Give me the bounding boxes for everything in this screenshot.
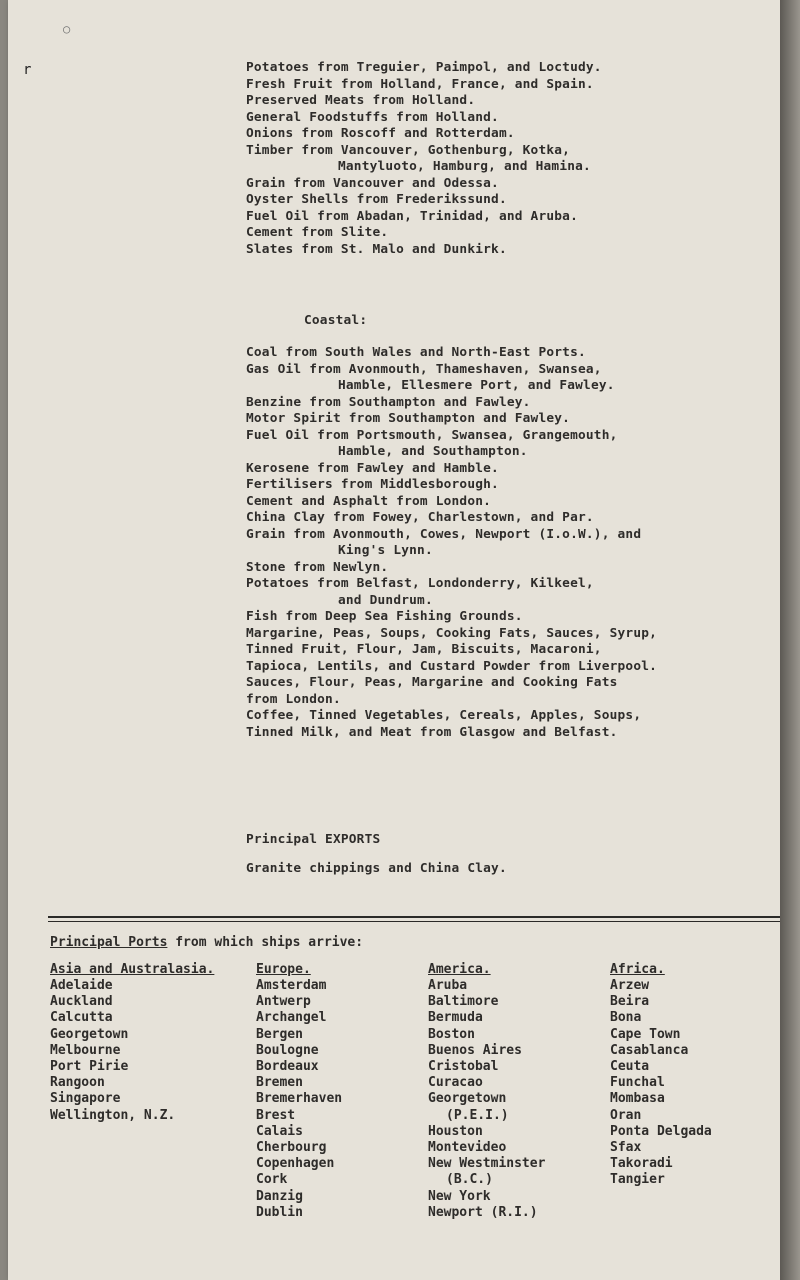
imports-inland-list [246, 60, 776, 258]
coastal-line: King's Lynn. [338, 543, 433, 558]
port-item: Antwerp [256, 994, 311, 1010]
coastal-line: Stone from Newlyn. [246, 559, 389, 575]
port-item: Ponta Delgada [610, 1123, 712, 1139]
port-item: Georgetown [428, 1091, 507, 1107]
port-item: Boulogne [256, 1042, 319, 1058]
port-item: Bona [610, 1010, 642, 1026]
import-line: Mantyluoto, Hamburg, and Hamina. [338, 159, 591, 174]
import-line: Potatoes from Treguier, Paimpol, and Loctudy. [246, 60, 602, 75]
coastal-heading: Coastal: [304, 313, 368, 328]
ports-heading-underlined: Principal Ports [50, 935, 168, 950]
port-item: Sfax [610, 1140, 642, 1156]
coastal-line: Motor Spirit from Southampton and Fawley. [246, 411, 571, 426]
coastal-line: Kerosene from Fawley and Hamble. [246, 460, 499, 476]
port-item: (B.C.) [446, 1172, 493, 1188]
import-line: Oyster Shells from Frederikssund. [246, 192, 507, 207]
coastal-line: Fertilisers from Middlesborough. [246, 477, 499, 492]
port-item: Baltimore [428, 994, 499, 1010]
divider [48, 916, 784, 918]
port-item: Wellington, N.Z. [50, 1107, 176, 1123]
coastal-line: Fish from Deep Sea Fishing Grounds. [246, 609, 523, 624]
port-item: Cork [256, 1172, 288, 1188]
coastal-line: and Dundrum. [338, 592, 433, 608]
ports-heading [50, 935, 363, 950]
coastal-line: China Clay from Fowey, Charlestown, and Par. [246, 510, 594, 525]
import-line: General Foodstuffs from Holland. [246, 109, 499, 125]
coastal-line: Sauces, Flour, Peas, Margarine and Cooking Fats [246, 675, 618, 690]
port-item: Boston [428, 1026, 475, 1042]
ports-heading-rest: from which ships arrive: [167, 935, 364, 950]
port-item: Bermuda [428, 1010, 483, 1026]
port-item: Copenhagen [256, 1156, 335, 1172]
port-item: Melbourne [50, 1042, 121, 1058]
import-line: Fresh Fruit from Holland, France, and Spain. [246, 76, 594, 92]
port-item: Singapore [50, 1091, 121, 1107]
margin-mark: r [23, 62, 32, 78]
port-item: Funchal [610, 1075, 665, 1091]
port-item: Casablanca [610, 1042, 689, 1058]
port-item: Ceuta [610, 1059, 650, 1075]
margin-mark: ○ [63, 22, 71, 36]
port-item: Bremerhaven [256, 1091, 343, 1107]
port-item: Curacao [428, 1075, 483, 1091]
port-item: Port Pirie [50, 1059, 129, 1075]
ports-column-america [428, 961, 545, 1221]
port-item: Adelaide [50, 978, 113, 993]
port-item: Brest [256, 1107, 296, 1123]
port-item: Bremen [256, 1075, 303, 1091]
port-item: Beira [610, 994, 650, 1010]
port-item: New Westminster [428, 1156, 546, 1172]
column-heading: Africa. [610, 962, 665, 977]
port-item: Dublin [256, 1204, 303, 1220]
port-item: Arzew [610, 978, 650, 993]
import-line: Grain from Vancouver and Odessa. [246, 175, 499, 191]
ports-column-europe [256, 961, 342, 1221]
document-page [8, 0, 780, 1280]
port-item: Cherbourg [256, 1140, 327, 1156]
port-item: Houston [428, 1123, 483, 1139]
binding-edge [780, 0, 800, 1280]
ports-column-africa [610, 961, 712, 1189]
import-line: Timber from Vancouver, Gothenburg, Kotka, [246, 142, 571, 158]
coastal-line: Cement and Asphalt from London. [246, 493, 492, 509]
port-item: Calais [256, 1123, 303, 1139]
divider [48, 921, 784, 922]
coastal-line: Benzine from Southampton and Fawley. [246, 394, 531, 410]
coastal-line: Tinned Fruit, Flour, Jam, Biscuits, Macaroni, [246, 642, 602, 657]
port-item: Bergen [256, 1026, 303, 1042]
exports-heading: Principal EXPORTS [246, 832, 381, 847]
port-item: Newport (R.I.) [428, 1204, 538, 1220]
port-item: (P.E.I.) [446, 1107, 509, 1123]
coastal-line: Hamble, and Southampton. [338, 444, 528, 459]
port-item: Bordeaux [256, 1059, 319, 1075]
port-item: Mombasa [610, 1091, 665, 1107]
port-item: Amsterdam [256, 978, 327, 993]
coastal-section [246, 313, 776, 330]
port-item: New York [428, 1188, 491, 1204]
port-item: Calcutta [50, 1010, 113, 1026]
coastal-line: Margarine, Peas, Soups, Cooking Fats, Sauces, Syrup, [246, 625, 658, 641]
coastal-line: Coal from South Wales and North-East Ports. [246, 345, 586, 360]
port-item: Montevideo [428, 1140, 507, 1156]
exports-section [246, 832, 776, 877]
coastal-line: Tinned Milk, and Meat from Glasgow and Belfast. [246, 724, 618, 740]
column-heading: Asia and Australasia. [50, 962, 215, 977]
port-item: Danzig [256, 1188, 303, 1204]
port-item: Cristobal [428, 1059, 499, 1075]
coastal-line: from London. [246, 691, 341, 707]
column-heading: America. [428, 962, 491, 977]
import-line: Slates from St. Malo and Dunkirk. [246, 241, 507, 257]
port-item: Cape Town [610, 1026, 681, 1042]
import-line: Preserved Meats from Holland. [246, 93, 476, 108]
port-item: Oran [610, 1107, 642, 1123]
coastal-line: Gas Oil from Avonmouth, Thameshaven, Swansea, [246, 361, 602, 377]
coastal-line: Fuel Oil from Portsmouth, Swansea, Grangemouth, [246, 427, 618, 443]
coastal-line: Coffee, Tinned Vegetables, Cereals, Apples, Soups, [246, 708, 642, 723]
port-item: Auckland [50, 994, 113, 1010]
ports-column-asia [50, 961, 214, 1124]
coastal-list [246, 345, 776, 741]
port-item: Georgetown [50, 1026, 129, 1042]
import-line: Cement from Slite. [246, 225, 389, 240]
port-item: Archangel [256, 1010, 327, 1026]
port-item: Tangier [610, 1172, 665, 1188]
coastal-line: Tapioca, Lentils, and Custard Powder from Liverpool. [246, 658, 658, 674]
port-item: Buenos Aires [428, 1042, 522, 1058]
coastal-line: Grain from Avonmouth, Cowes, Newport (I.o.W.), and [246, 526, 642, 542]
coastal-line: Potatoes from Belfast, Londonderry, Kilkeel, [246, 576, 594, 591]
port-item: Rangoon [50, 1075, 105, 1091]
port-item: Aruba [428, 978, 468, 993]
import-line: Fuel Oil from Abadan, Trinidad, and Aruba. [246, 208, 578, 224]
column-heading: Europe. [256, 962, 311, 977]
port-item: Takoradi [610, 1156, 673, 1172]
coastal-line: Hamble, Ellesmere Port, and Fawley. [338, 378, 615, 393]
import-line: Onions from Roscoff and Rotterdam. [246, 126, 515, 141]
exports-text: Granite chippings and China Clay. [246, 860, 507, 876]
